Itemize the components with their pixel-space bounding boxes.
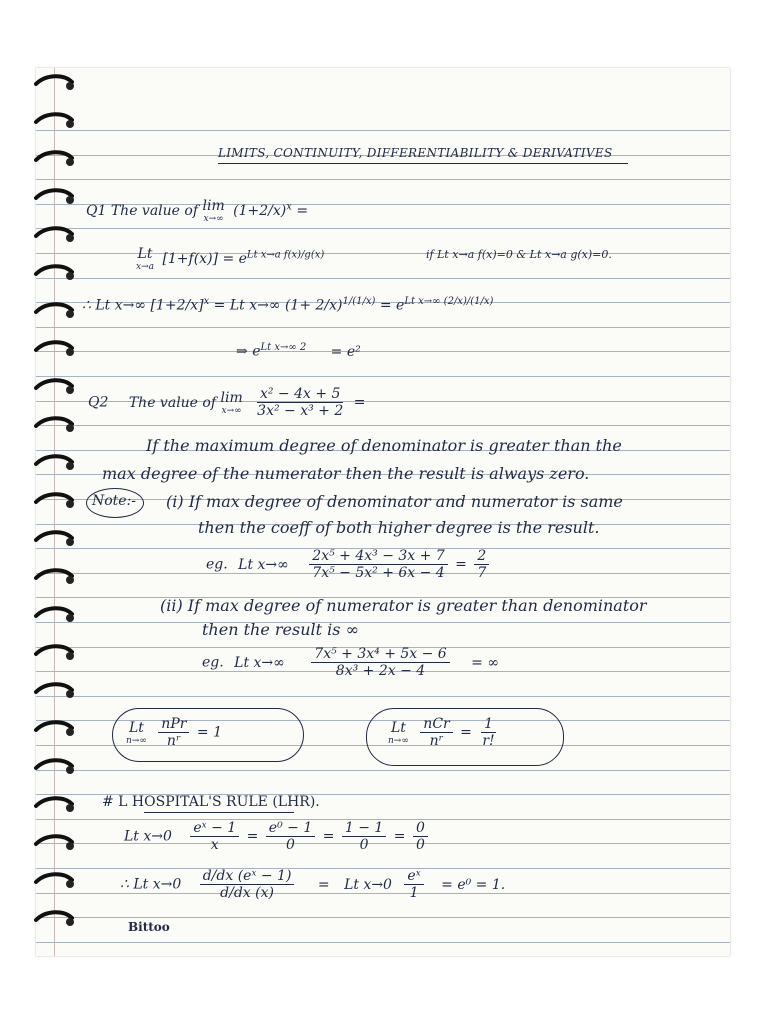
ruled-line: [36, 228, 730, 229]
eg1-denominator: 7x⁵ − 5x² + 6x − 4: [312, 565, 445, 581]
spiral-ring-icon: [34, 452, 74, 474]
para1-line1: If the maximum degree of denominator is greater than the: [146, 436, 622, 455]
lhr-l1-num2: e⁰ − 1: [266, 820, 315, 837]
eg2-result: = ∞: [471, 654, 500, 671]
lhr-heading: # L HOSPITAL'S RULE (LHR).: [102, 794, 320, 810]
lhr-l1-eq3: =: [393, 828, 406, 845]
note-label: Note:-: [92, 493, 137, 509]
footer-signature: Bittoo: [128, 920, 170, 934]
lhr-line2: [120, 868, 505, 901]
ruled-line: [36, 278, 730, 279]
eg1-label: eg.: [206, 556, 228, 573]
spiral-ring-icon: [34, 110, 74, 132]
spiral-ring-icon: [34, 718, 74, 740]
step2-line: [236, 342, 361, 360]
notebook-page: [36, 68, 730, 956]
spiral-ring-icon: [34, 376, 74, 398]
q1-lim: lim: [202, 198, 225, 214]
q2-lim: lim: [220, 389, 243, 406]
q1-line: [86, 198, 308, 224]
spiral-ring-icon: [34, 300, 74, 322]
q2-denominator: 3x² − x³ + 2: [257, 403, 344, 419]
q2-text: The value of: [128, 394, 217, 411]
formula-line: [136, 246, 324, 272]
lhr-l1-num: eˣ − 1: [190, 820, 239, 837]
q2-line: [88, 386, 365, 419]
spiral-ring-icon: [34, 262, 74, 284]
lhr-l1-eq2: =: [322, 828, 335, 845]
cloud-ncr-content: Lt n→∞ $\frac{\text{nCr}}{\text{nʳ}}$ = $\frac{1}{r!}$: [388, 716, 501, 749]
ruled-line: [36, 376, 730, 377]
spiral-ring-icon: [34, 604, 74, 626]
lhr-l2-lt: Lt x→0: [344, 876, 392, 893]
step1-mid-power: 1/(1/x): [342, 296, 376, 307]
step2-result: = e²: [330, 343, 361, 360]
cloud-npr-content: [126, 716, 222, 749]
q1-lim-sub: x→∞: [203, 214, 224, 224]
lhr-l2-eq: =: [317, 876, 330, 893]
lhr-l1-den3: 0: [359, 837, 369, 853]
q2-equals: =: [353, 394, 366, 411]
formula-exp: Lt x→a f(x)/g(x): [246, 249, 325, 261]
spiral-ring-icon: [34, 414, 74, 436]
eg1-line: [206, 548, 492, 581]
cloud1-den: nʳ: [166, 733, 181, 749]
eg2-line: [202, 646, 499, 679]
ruled-line: [36, 917, 730, 918]
step1-lhs-power: x: [203, 296, 210, 307]
q2-lim-sub: x→∞: [221, 405, 242, 416]
eg1-result-num: 2: [474, 548, 489, 565]
q1-expr: (1+2/x): [233, 203, 287, 219]
spiral-ring-icon: [34, 870, 74, 892]
cloud2-num: nCr: [420, 716, 452, 733]
ruled-line: [36, 327, 730, 328]
cloud2-lt: Lt: [390, 719, 406, 736]
lhr-l1-den2: 0: [286, 837, 295, 853]
spiral-ring-icon: [34, 642, 74, 664]
q1-power: x: [286, 201, 292, 213]
spiral-ring-icon: [34, 186, 74, 208]
step1-rhs: = e: [379, 297, 405, 314]
note-i-line1: (i) If max degree of denominator and numerator is same: [166, 492, 623, 511]
ruled-line: [36, 179, 730, 180]
q1-label: Q1 The value of: [86, 203, 199, 219]
cloud1-result: = 1: [196, 724, 222, 741]
spiral-ring-icon: [34, 680, 74, 702]
lhr-l2-result: = e⁰ = 1.: [441, 876, 506, 893]
spiral-ring-icon: [34, 756, 74, 778]
eg2-numerator: 7x⁵ + 3x⁴ + 5x − 6: [311, 646, 449, 663]
step1-rhs-exp: Lt x→∞ (2/x)/(1/x): [404, 296, 494, 307]
cloud1-lt: Lt: [128, 719, 144, 736]
step2-arrow: ⇒: [236, 343, 248, 360]
lhr-l2-num2: eˣ: [404, 868, 423, 885]
ruled-line: [36, 622, 730, 623]
formula-lt-sub: x→a: [136, 262, 154, 272]
q2-label: Q2: [88, 394, 109, 411]
lhr-l1-num4: 0: [413, 820, 428, 837]
cloud2-den: nʳ: [429, 733, 444, 749]
lhr-l1-den4: 0: [415, 837, 425, 853]
note-i-line2: then the coeff of both higher degree is the result.: [198, 518, 600, 537]
cloud1-sub: n→∞: [126, 735, 147, 746]
eg2-lt: Lt x→∞: [234, 654, 285, 671]
step1-mid: = Lt x→∞ (1+ 2/x): [213, 297, 343, 314]
lhr-l1-eq1: =: [246, 828, 259, 845]
formula-condition: if Lt x→a f(x)=0 & Lt x→a g(x)=0.: [426, 248, 612, 261]
cloud2-result-num: 1: [481, 716, 496, 733]
formula-e: = e: [222, 251, 247, 267]
step2-e: e: [252, 343, 261, 360]
cloud2-sub: n→∞: [388, 735, 409, 746]
step1-line: [82, 296, 493, 314]
ruled-line: [36, 696, 730, 697]
note-ii-line2: then the result is ∞: [202, 620, 359, 639]
lhr-l2-den: d/dx (x): [220, 885, 274, 901]
lhr-line1: [124, 820, 431, 853]
ruled-line: [36, 770, 730, 771]
step2-e-exp: Lt x→∞ 2: [260, 342, 307, 353]
q1-equals: =: [296, 203, 309, 219]
ruled-line: [36, 425, 730, 426]
q2-numerator: x² − 4x + 5: [257, 386, 343, 403]
lhr-l1-lt: Lt x→0: [124, 828, 172, 845]
lhr-l1-num3: 1 − 1: [342, 820, 386, 837]
spiral-ring-icon: [34, 794, 74, 816]
eg2-denominator: 8x³ + 2x − 4: [335, 663, 426, 679]
spiral-ring-icon: [34, 490, 74, 512]
eg1-equals: =: [455, 556, 467, 573]
spiral-ring-icon: [34, 566, 74, 588]
lhr-l1-den: x: [210, 837, 219, 853]
ruled-line: [36, 351, 730, 352]
spiral-ring-icon: [34, 148, 74, 170]
ruled-line: [36, 942, 730, 943]
lhr-l2-pre: ∴ Lt x→0: [120, 876, 182, 893]
eg1-numerator: 2x⁵ + 4x³ − 3x + 7: [309, 548, 447, 565]
formula-bracket: [1+f(x)]: [162, 251, 218, 267]
para1-line2: max degree of the numerator then the result is always zero.: [102, 464, 590, 483]
eg1-lt: Lt x→∞: [238, 556, 289, 573]
lhr-l2-num: d/dx (eˣ − 1): [200, 868, 295, 885]
spiral-ring-icon: [34, 908, 74, 930]
spiral-ring-icon: [34, 224, 74, 246]
spiral-ring-icon: [34, 528, 74, 550]
step1-lhs: ∴ Lt x→∞ [1+2/x]: [82, 297, 204, 314]
spiral-ring-icon: [34, 338, 74, 360]
page-title: LIMITS, CONTINUITY, DIFFERENTIABILITY & DERIVATIVES: [218, 146, 613, 160]
lhr-l2-den2: 1: [409, 885, 419, 901]
formula-lt: Lt: [137, 246, 153, 262]
cloud1-num: nPr: [158, 716, 189, 733]
eg2-label: eg.: [202, 654, 224, 671]
ruled-line: [36, 130, 730, 131]
spiral-ring-icon: [34, 832, 74, 854]
eg1-result-den: 7: [477, 565, 487, 581]
note-ii-line1: (ii) If max degree of numerator is greater than denominator: [160, 596, 647, 615]
spiral-ring-icon: [34, 72, 74, 94]
cloud2-result-den: r!: [482, 733, 495, 749]
